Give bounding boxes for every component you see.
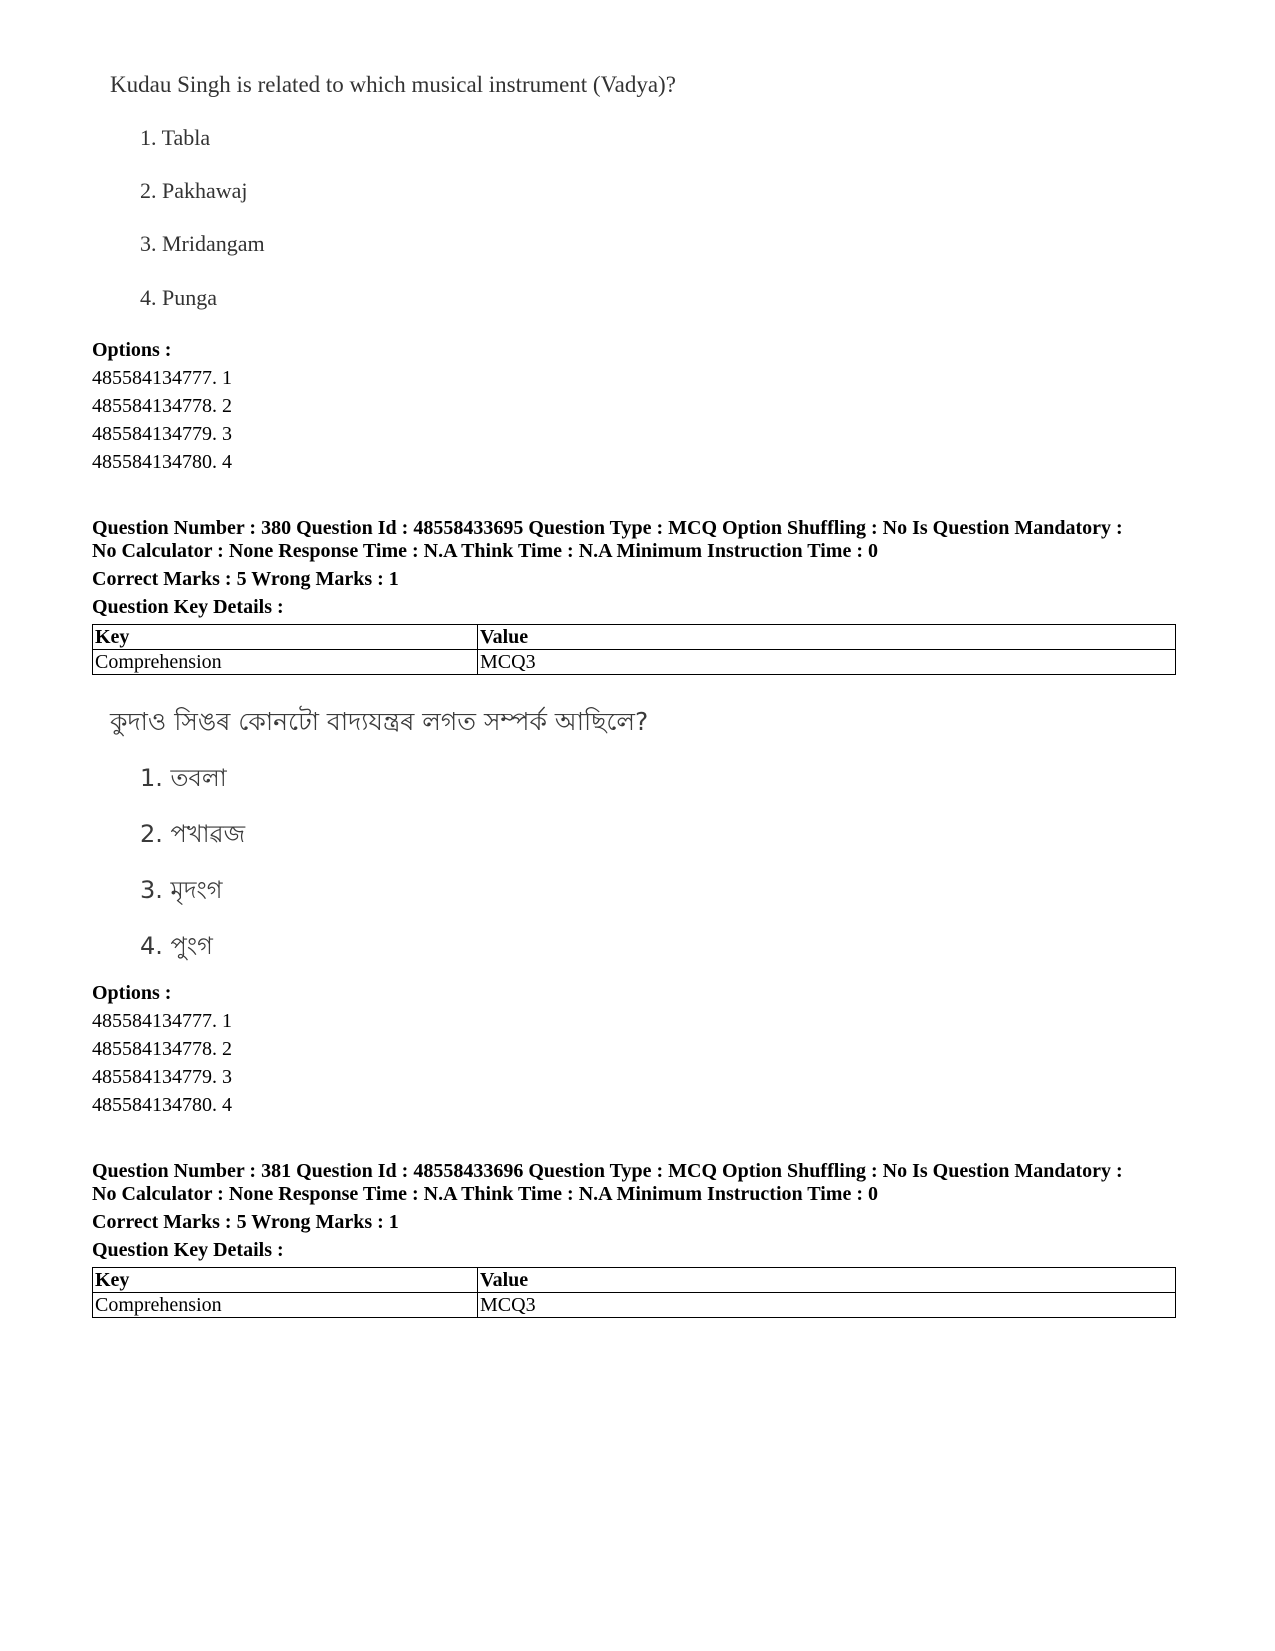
question-key-details-label: Question Key Details : xyxy=(92,1239,284,1261)
option-id-1: 485584134777. 1 xyxy=(92,367,232,389)
choice-english-3: 3. Mridangam xyxy=(140,231,265,256)
table-header-key: Key xyxy=(93,1268,478,1293)
choice-english-4: 4. Punga xyxy=(140,285,217,310)
question-meta-line-2: No Calculator : None Response Time : N.A Think Time : N.A Minimum Instruction Time : 0 xyxy=(92,1183,878,1205)
question-text-english: Kudau Singh is related to which musical instrument (Vadya)? xyxy=(110,72,676,97)
option-id-1: 485584134777. 1 xyxy=(92,1010,232,1032)
question-marks: Correct Marks : 5 Wrong Marks : 1 xyxy=(92,568,399,590)
table-row xyxy=(93,1293,1176,1318)
option-id-2: 485584134778. 2 xyxy=(92,395,232,417)
options-label: Options : xyxy=(92,339,172,361)
question-text-assamese: কুদাও সিঙৰ কোনটো বাদ্যযন্ত্ৰৰ লগত সম্পৰ্ক আছিলে? xyxy=(110,707,649,736)
question-meta-line-1: Question Number : 381 Question Id : 48558433696 Question Type : MCQ Option Shuffling : No Is Question Mandatory : xyxy=(92,1160,1123,1182)
question-meta-line-1: Question Number : 380 Question Id : 48558433695 Question Type : MCQ Option Shuffling : No Is Question Mandatory : xyxy=(92,517,1123,539)
option-id-3: 485584134779. 3 xyxy=(92,1066,232,1088)
table-header-value: Value xyxy=(478,625,1176,650)
table-header-row xyxy=(93,625,1176,650)
question-meta-line-2: No Calculator : None Response Time : N.A Think Time : N.A Minimum Instruction Time : 0 xyxy=(92,540,878,562)
option-id-3: 485584134779. 3 xyxy=(92,423,232,445)
choice-assamese-1: 1. তবলা xyxy=(140,764,227,792)
question-key-table xyxy=(92,1267,1176,1318)
table-cell-value: MCQ3 xyxy=(478,1293,1176,1318)
table-row xyxy=(93,650,1176,675)
choice-assamese-2: 2. পখাৱজ xyxy=(140,820,246,848)
question-marks: Correct Marks : 5 Wrong Marks : 1 xyxy=(92,1211,399,1233)
choice-english-1: 1. Tabla xyxy=(140,125,211,150)
question-key-details-label: Question Key Details : xyxy=(92,596,284,618)
table-header-row xyxy=(93,1268,1176,1293)
option-id-4: 485584134780. 4 xyxy=(92,451,232,473)
question-key-table xyxy=(92,624,1176,675)
table-header-value: Value xyxy=(478,1268,1176,1293)
table-cell-key: Comprehension xyxy=(93,650,478,675)
choice-english-2: 2. Pakhawaj xyxy=(140,178,248,203)
options-label: Options : xyxy=(92,982,172,1004)
table-header-key: Key xyxy=(93,625,478,650)
table-cell-value: MCQ3 xyxy=(478,650,1176,675)
option-id-2: 485584134778. 2 xyxy=(92,1038,232,1060)
option-id-4: 485584134780. 4 xyxy=(92,1094,232,1116)
table-cell-key: Comprehension xyxy=(93,1293,478,1318)
choice-assamese-3: 3. মৃদংগ xyxy=(140,876,223,904)
choice-assamese-4: 4. পুংগ xyxy=(140,932,213,960)
